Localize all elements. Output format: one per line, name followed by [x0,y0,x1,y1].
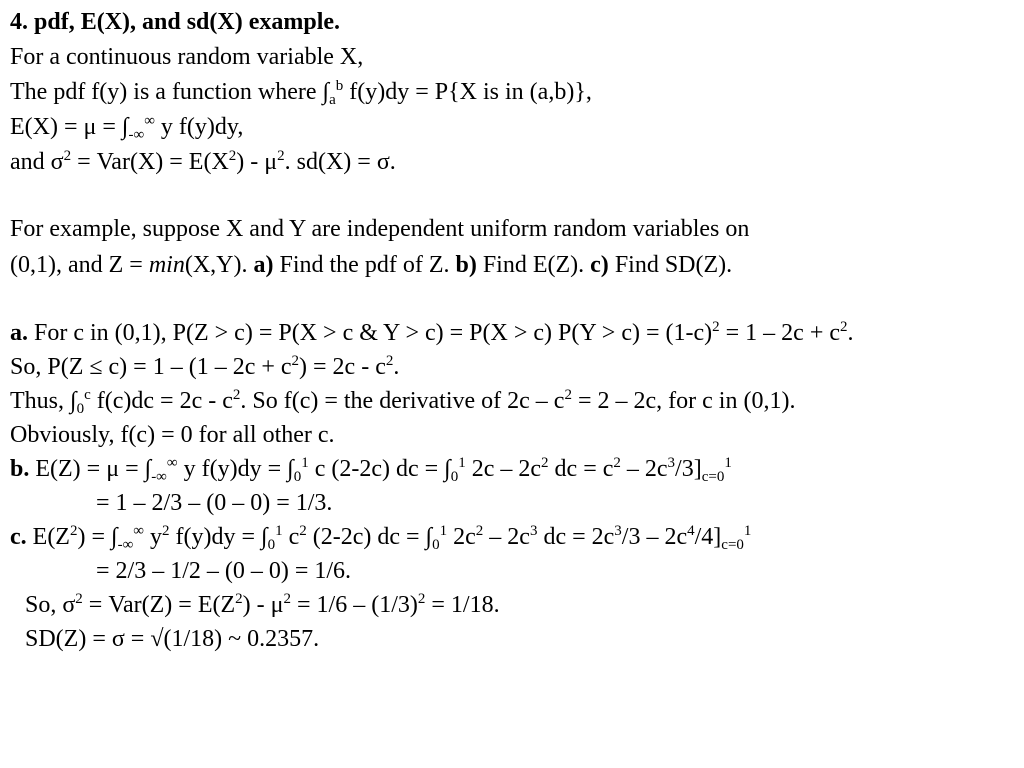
slide-title [10,8,340,36]
line-part-a-survival: a. For c in (0,1), P(Z > c) = P(X > c & Y > c) = P(X > c) $P(Y > c) = (1-c)^2 = 1 - 2c + c^2$. [10,319,854,346]
line-part-c-integral: c. $E(Z^2) = \int_{-\infty}^\infty$ $y^2$ $f(y)dy = \int_0^1$ $c^2$ (2-2c) dc = $\int_0^1$ $2c^2 - 2c^3$ dc = $2c^3/3 - 2c^4/4]_{c=0}^1$ [10,523,752,553]
line-part-a-pdf: Thus, $\int_0^c$ $f(c)dc = 2c - c^2$. So f(c) = the derivative of $2c - c^2 = 2 - 2c$, for c in (0,1). [10,387,796,417]
line-part-b-integral: b. $E(Z) = \mu = \int_{-\infty}^\infty$ y $f(y)dy = \int_0^1$ c (2-2c) dc = $\int_0^1$ $2c - 2c^2$ dc = $c^2 - 2c^3/3]_{c=0}^1$ [10,455,732,485]
line-example-intro: For example, suppose X and Y are independent uniform random variables on [10,216,750,242]
line-expectation-definition: $E(X) = \mu = \int_{-\infty}^\infty$ y f(y)dy, [10,113,244,143]
line-part-c-sd: SD(Z) = σ = √(1/18) ~ 0.2357. [25,626,320,652]
title-text: 4. pdf, E(X), and sd(X) example. [10,9,341,35]
line-variance-definition: and $\sigma^2 = Var(X) = E(X^2) - \mu^2$. sd(X) = σ. [10,148,396,175]
line-part-a-cdf: So, $P(Z \le c) = 1 - (1 - 2c + c^2) = 2c - c^2$. [10,353,400,380]
line-continuous-rv: For a continuous random variable X, [10,44,364,70]
line-part-a-other: Obviously, f(c) = 0 for all other c. [10,422,335,448]
line-example-tasks: (0,1), and Z = min(X,Y). a) Find the pdf of Z. b) Find E(Z). c) Find SD(Z). [10,252,733,278]
line-part-c-variance: So, $\sigma^2 = Var(Z) = E(Z^2) - \mu^2 = 1/6 - (1/3)^2 = 1/18$. [25,591,500,618]
line-part-c-result: = 2/3 – 1/2 – (0 – 0) = 1/6. [96,558,352,584]
line-pdf-definition: The pdf f(y) is a function where $\int_a^b$ f(y)dy = P{X is in (a,b)}, [10,78,592,108]
line-part-b-result: = 1 – 2/3 – (0 – 0) = 1/3. [96,490,333,516]
